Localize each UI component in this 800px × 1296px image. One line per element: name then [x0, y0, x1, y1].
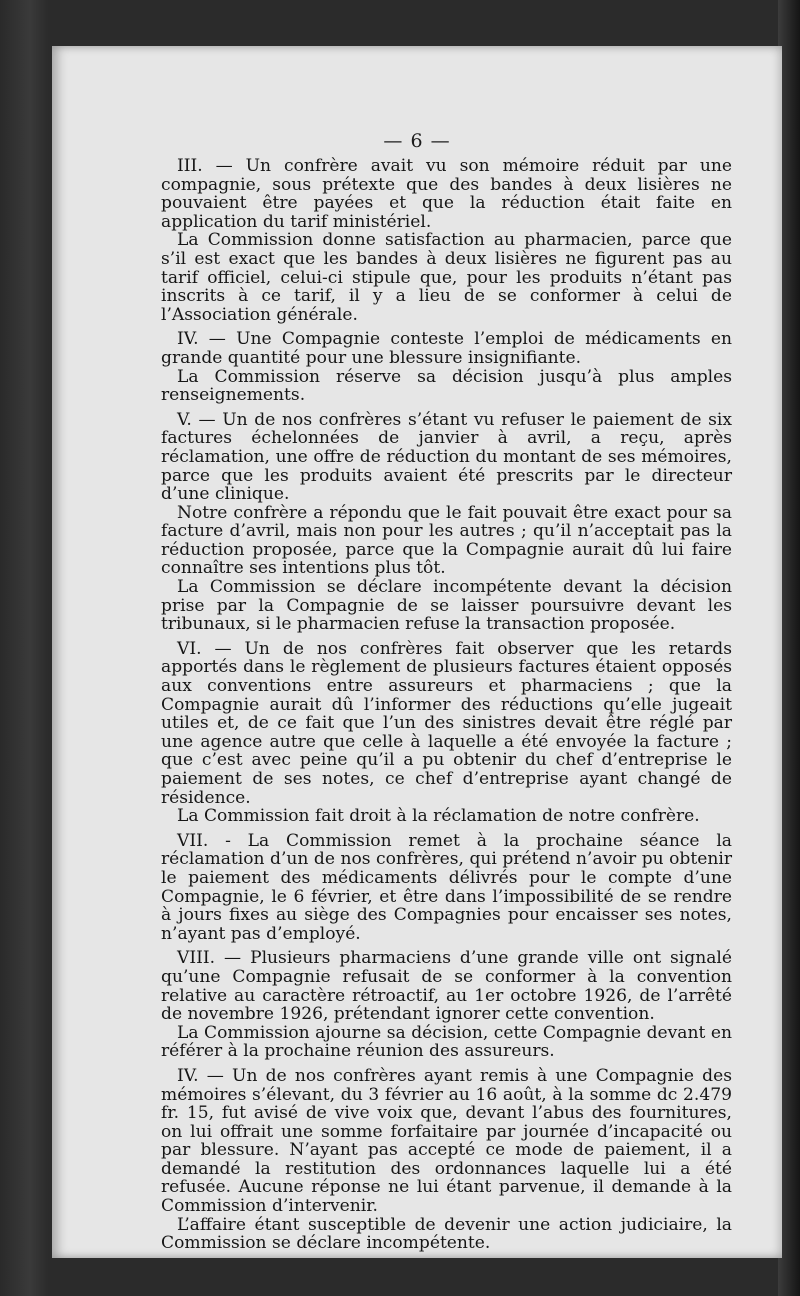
- page-number: — 6 —: [383, 130, 451, 152]
- paragraph: III. — Un confrère avait vu son mémoire réduit par une compagnie, sous prétexte que des bandes à deux lisières ne pouvaient être payées et que la réduction était faite en application du tarif ministériel.: [161, 156, 732, 232]
- paragraph: VII. - La Commission remet à la prochaine séance la réclamation d’un de nos confrères, qui prétend n’avoir pu obtenir le paiement des médicaments délivrés pour le compte d’une Compagnie, le 6 février, et être dans l’impossibilité de se rendre à jours fixes au siège des Compagnies pour encaisser ses notes, n’ayant pas d’employé.: [161, 830, 732, 944]
- paragraph: La Commission se déclare incompétente devant la décision prise par la Compagnie de se laisser poursuivre devant les tribunaux, si le pharmacien refuse la transaction proposée.: [161, 577, 732, 635]
- paragraph: Notre confrère a répondu que le fait pouvait être exact pour sa facture d’avril, mais non pour les autres ; qu’il n’acceptait pas la réduction proposée, parce que la Compagnie aurait dû lui faire connaître ses intentions plus tôt.: [161, 502, 732, 579]
- paragraph: La Commission réserve sa décision jusqu’à plus amples renseignements.: [161, 366, 732, 406]
- paragraph: IV. — Un de nos confrères ayant remis à une Compagnie des mémoires s’élevant, du 3 février au 16 août, à la somme dc 2.479 fr. 15, fut avisé de vive voix que, devant l’abus des fournitures, on lui offrait une somme forfaitaire par journée d’incapacité ou par blessure. N’ayant pas accepté ce mode de paiement, il a demandé la restitution des ordonnances laquelle lui a été refusée. Aucune réponse ne lui étant parvenue, il demande à la Commission d’intervenir.: [161, 1065, 732, 1217]
- paragraph: VI. — Un de nos confrères fait observer que les retards apportés dans le règlement de plusieurs factures étaient opposés aux conventions entre assureurs et pharmaciens ; que la Compagnie aurait dû l’informer des réductions qu’elle jugeait utiles et, de ce fait que l’un des sinistres devait être réglé par une agence autre que celle à laquelle a été envoyée la facture ; que c’est avec peine qu’il a pu obtenir du chef d’entreprise le paiement de ses notes, ce chef d’entreprise ayant changé de résidence.: [161, 638, 732, 808]
- paragraph: IV. — Une Compagnie conteste l’emploi de médicaments en grande quantité pour une blessure insignifiante.: [161, 329, 732, 368]
- paragraph: L’affaire étant susceptible de devenir une action judiciaire, la Commission se déclare incompétente.: [161, 1214, 732, 1254]
- body-text: [161, 157, 732, 1253]
- paragraph: V. — Un de nos confrères s’étant vu refuser le paiement de six factures échelonnées de janvier à avril, a reçu, après réclamation, une offre de réduction du montant de ses mémoires, parce que les produits avaient été prescrits par le directeur d’une clinique.: [161, 409, 732, 505]
- paragraph: La Commission donne satisfaction au pharmacien, parce que s’il est exact que les bandes à deux lisières ne figurent pas au tarif officiel, celui-ci stipule que, pour les produits n’étant pas inscrits à ce tarif, il y a lieu de se conformer à celui de l’Association générale.: [161, 230, 732, 325]
- paragraph: La Commission fait droit à la réclamation de notre confrère.: [177, 806, 700, 827]
- paragraph: VIII. — Plusieurs pharmaciens d’une grande ville ont signalé qu’une Compagnie refusait de se conformer à la convention relative au caractère rétroactif, au 1er octobre 1926, de l’arrêté de novembre 1926, prétendant ignorer cette convention.: [161, 948, 732, 1025]
- document-page: [52, 46, 782, 1258]
- paragraph: La Commission ajourne sa décision, cette Compagnie devant en référer à la prochaine réunion des assureurs.: [161, 1022, 732, 1062]
